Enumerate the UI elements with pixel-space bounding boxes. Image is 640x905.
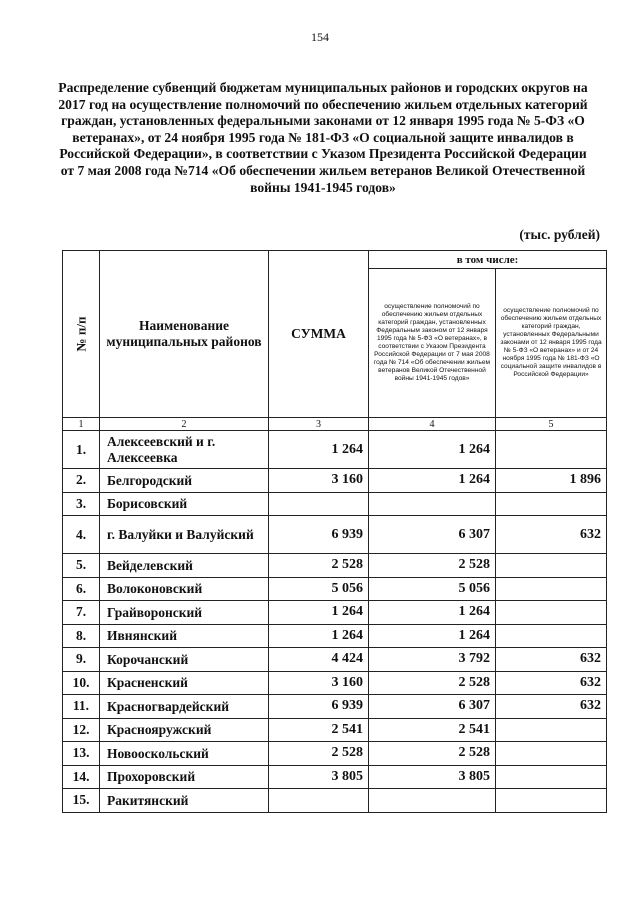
row-number: 5. (63, 554, 100, 578)
column-number: 1 (63, 418, 100, 431)
district-name: Прохоровский (100, 765, 269, 789)
veterans-disabled-value: 632 (496, 671, 607, 695)
veterans-wwii-value: 1 264 (369, 431, 496, 469)
district-name: Волоконовский (100, 577, 269, 601)
sum-value: 2 528 (269, 554, 369, 578)
veterans-wwii-value (369, 789, 496, 813)
column-number: 3 (269, 418, 369, 431)
sum-value: 2 528 (269, 742, 369, 766)
veterans-disabled-value: 632 (496, 648, 607, 672)
header-col5: осуществление полномочий по обеспечению жильем отдельных категорий граждан, установленных Федеральными законами от 12 января 1995 года № 5-ФЗ «О ветеранах» и от 24 ноября 1995 года № 181-ФЗ «О социальной защите инвалидов в Российской Федерации» (496, 269, 607, 418)
veterans-wwii-value: 5 056 (369, 577, 496, 601)
sum-value (269, 789, 369, 813)
veterans-disabled-value (496, 624, 607, 648)
table-row (63, 577, 607, 601)
header-sum: СУММА (269, 251, 369, 418)
column-numbers-row (63, 418, 607, 431)
subvention-table (62, 250, 607, 813)
sum-value: 6 939 (269, 695, 369, 719)
row-number: 9. (63, 648, 100, 672)
district-name: Алексеевский и г. Алексеевка (100, 431, 269, 469)
row-number: 7. (63, 601, 100, 625)
row-number: 11. (63, 695, 100, 719)
veterans-disabled-value: 1 896 (496, 469, 607, 493)
header-number (63, 251, 100, 418)
table-row (63, 554, 607, 578)
table-row (63, 718, 607, 742)
table-row (63, 516, 607, 554)
sum-value: 3 160 (269, 469, 369, 493)
sum-value: 5 056 (269, 577, 369, 601)
sum-value: 3 160 (269, 671, 369, 695)
table-row (63, 765, 607, 789)
veterans-disabled-value (496, 789, 607, 813)
column-number: 5 (496, 418, 607, 431)
district-name: Грайворонский (100, 601, 269, 625)
table-row (63, 789, 607, 813)
sum-value: 2 541 (269, 718, 369, 742)
header-including: в том числе: (369, 251, 607, 269)
sum-value (269, 492, 369, 516)
row-number: 1. (63, 431, 100, 469)
column-number: 4 (369, 418, 496, 431)
column-number: 2 (100, 418, 269, 431)
veterans-wwii-value: 2 528 (369, 554, 496, 578)
veterans-wwii-value: 2 528 (369, 671, 496, 695)
veterans-disabled-value (496, 431, 607, 469)
document-title: Распределение субвенций бюджетам муниципальных районов и городских округов на 2017 год на осуществление полномочий по обеспечению жильем отдельных категорий граждан, установленных федеральными законами от 12 января 1995 года № 5-ФЗ «О ветеранах», от 24 ноября 1995 года № 181-ФЗ «О социальной защите инвалидов в Российской Федерации», в соответствии с Указом Президента Российской Федерации от 7 мая 2008 года №714 «Об обеспечении жильем ветеранов Великой Отечественной войны 1941-1945 годов» (58, 80, 588, 195)
veterans-wwii-value: 1 264 (369, 601, 496, 625)
veterans-wwii-value: 1 264 (369, 624, 496, 648)
veterans-disabled-value (496, 718, 607, 742)
district-name: Белгородский (100, 469, 269, 493)
units-label: (тыс. рублей) (519, 227, 600, 242)
header-col4: осуществление полномочий по обеспечению жильем отдельных категорий граждан, установленных Федеральным законом от 12 января 1995 года № 5-ФЗ «О ветеранах», в соответствии с Указом Президента Российской Федерации от 7 мая 2008 года № 714 «Об обеспечении жильем ветеранов Великой Отечественной войны 1941-1945 годов» (369, 269, 496, 418)
district-name: Корочанский (100, 648, 269, 672)
district-name: Новооскольский (100, 742, 269, 766)
table-row (63, 671, 607, 695)
table-row (63, 469, 607, 493)
sum-value: 3 805 (269, 765, 369, 789)
row-number: 6. (63, 577, 100, 601)
veterans-disabled-value (496, 577, 607, 601)
district-name: г. Валуйки и Валуйский (100, 516, 269, 554)
row-number: 13. (63, 742, 100, 766)
district-name: Борисовский (100, 492, 269, 516)
veterans-wwii-value (369, 492, 496, 516)
veterans-wwii-value: 6 307 (369, 695, 496, 719)
row-number: 3. (63, 492, 100, 516)
table-row (63, 624, 607, 648)
header-number-label: № п/п (73, 316, 88, 352)
row-number: 15. (63, 789, 100, 813)
veterans-wwii-value: 6 307 (369, 516, 496, 554)
district-name: Красненский (100, 671, 269, 695)
veterans-wwii-value: 3 805 (369, 765, 496, 789)
table-row (63, 492, 607, 516)
veterans-wwii-value: 3 792 (369, 648, 496, 672)
sum-value: 1 264 (269, 431, 369, 469)
sum-value: 1 264 (269, 601, 369, 625)
sum-value: 4 424 (269, 648, 369, 672)
sum-value: 1 264 (269, 624, 369, 648)
row-number: 14. (63, 765, 100, 789)
veterans-wwii-value: 2 541 (369, 718, 496, 742)
district-name: Вейделевский (100, 554, 269, 578)
veterans-disabled-value (496, 601, 607, 625)
veterans-disabled-value (496, 554, 607, 578)
header-name: Наименование муниципальных районов (100, 251, 269, 418)
page-number: 154 (311, 30, 329, 44)
table-row (63, 431, 607, 469)
district-name: Ракитянский (100, 789, 269, 813)
row-number: 10. (63, 671, 100, 695)
table-header (63, 251, 607, 431)
district-name: Красногвардейский (100, 695, 269, 719)
table-row (63, 601, 607, 625)
row-number: 8. (63, 624, 100, 648)
row-number: 4. (63, 516, 100, 554)
veterans-disabled-value (496, 742, 607, 766)
row-number: 2. (63, 469, 100, 493)
veterans-wwii-value: 2 528 (369, 742, 496, 766)
table-row (63, 648, 607, 672)
table-row (63, 695, 607, 719)
veterans-disabled-value (496, 765, 607, 789)
veterans-disabled-value (496, 492, 607, 516)
table-row (63, 742, 607, 766)
district-name: Краснояружский (100, 718, 269, 742)
row-number: 12. (63, 718, 100, 742)
veterans-wwii-value: 1 264 (369, 469, 496, 493)
sum-value: 6 939 (269, 516, 369, 554)
veterans-disabled-value: 632 (496, 516, 607, 554)
table-body (63, 431, 607, 813)
district-name: Ивнянский (100, 624, 269, 648)
veterans-disabled-value: 632 (496, 695, 607, 719)
